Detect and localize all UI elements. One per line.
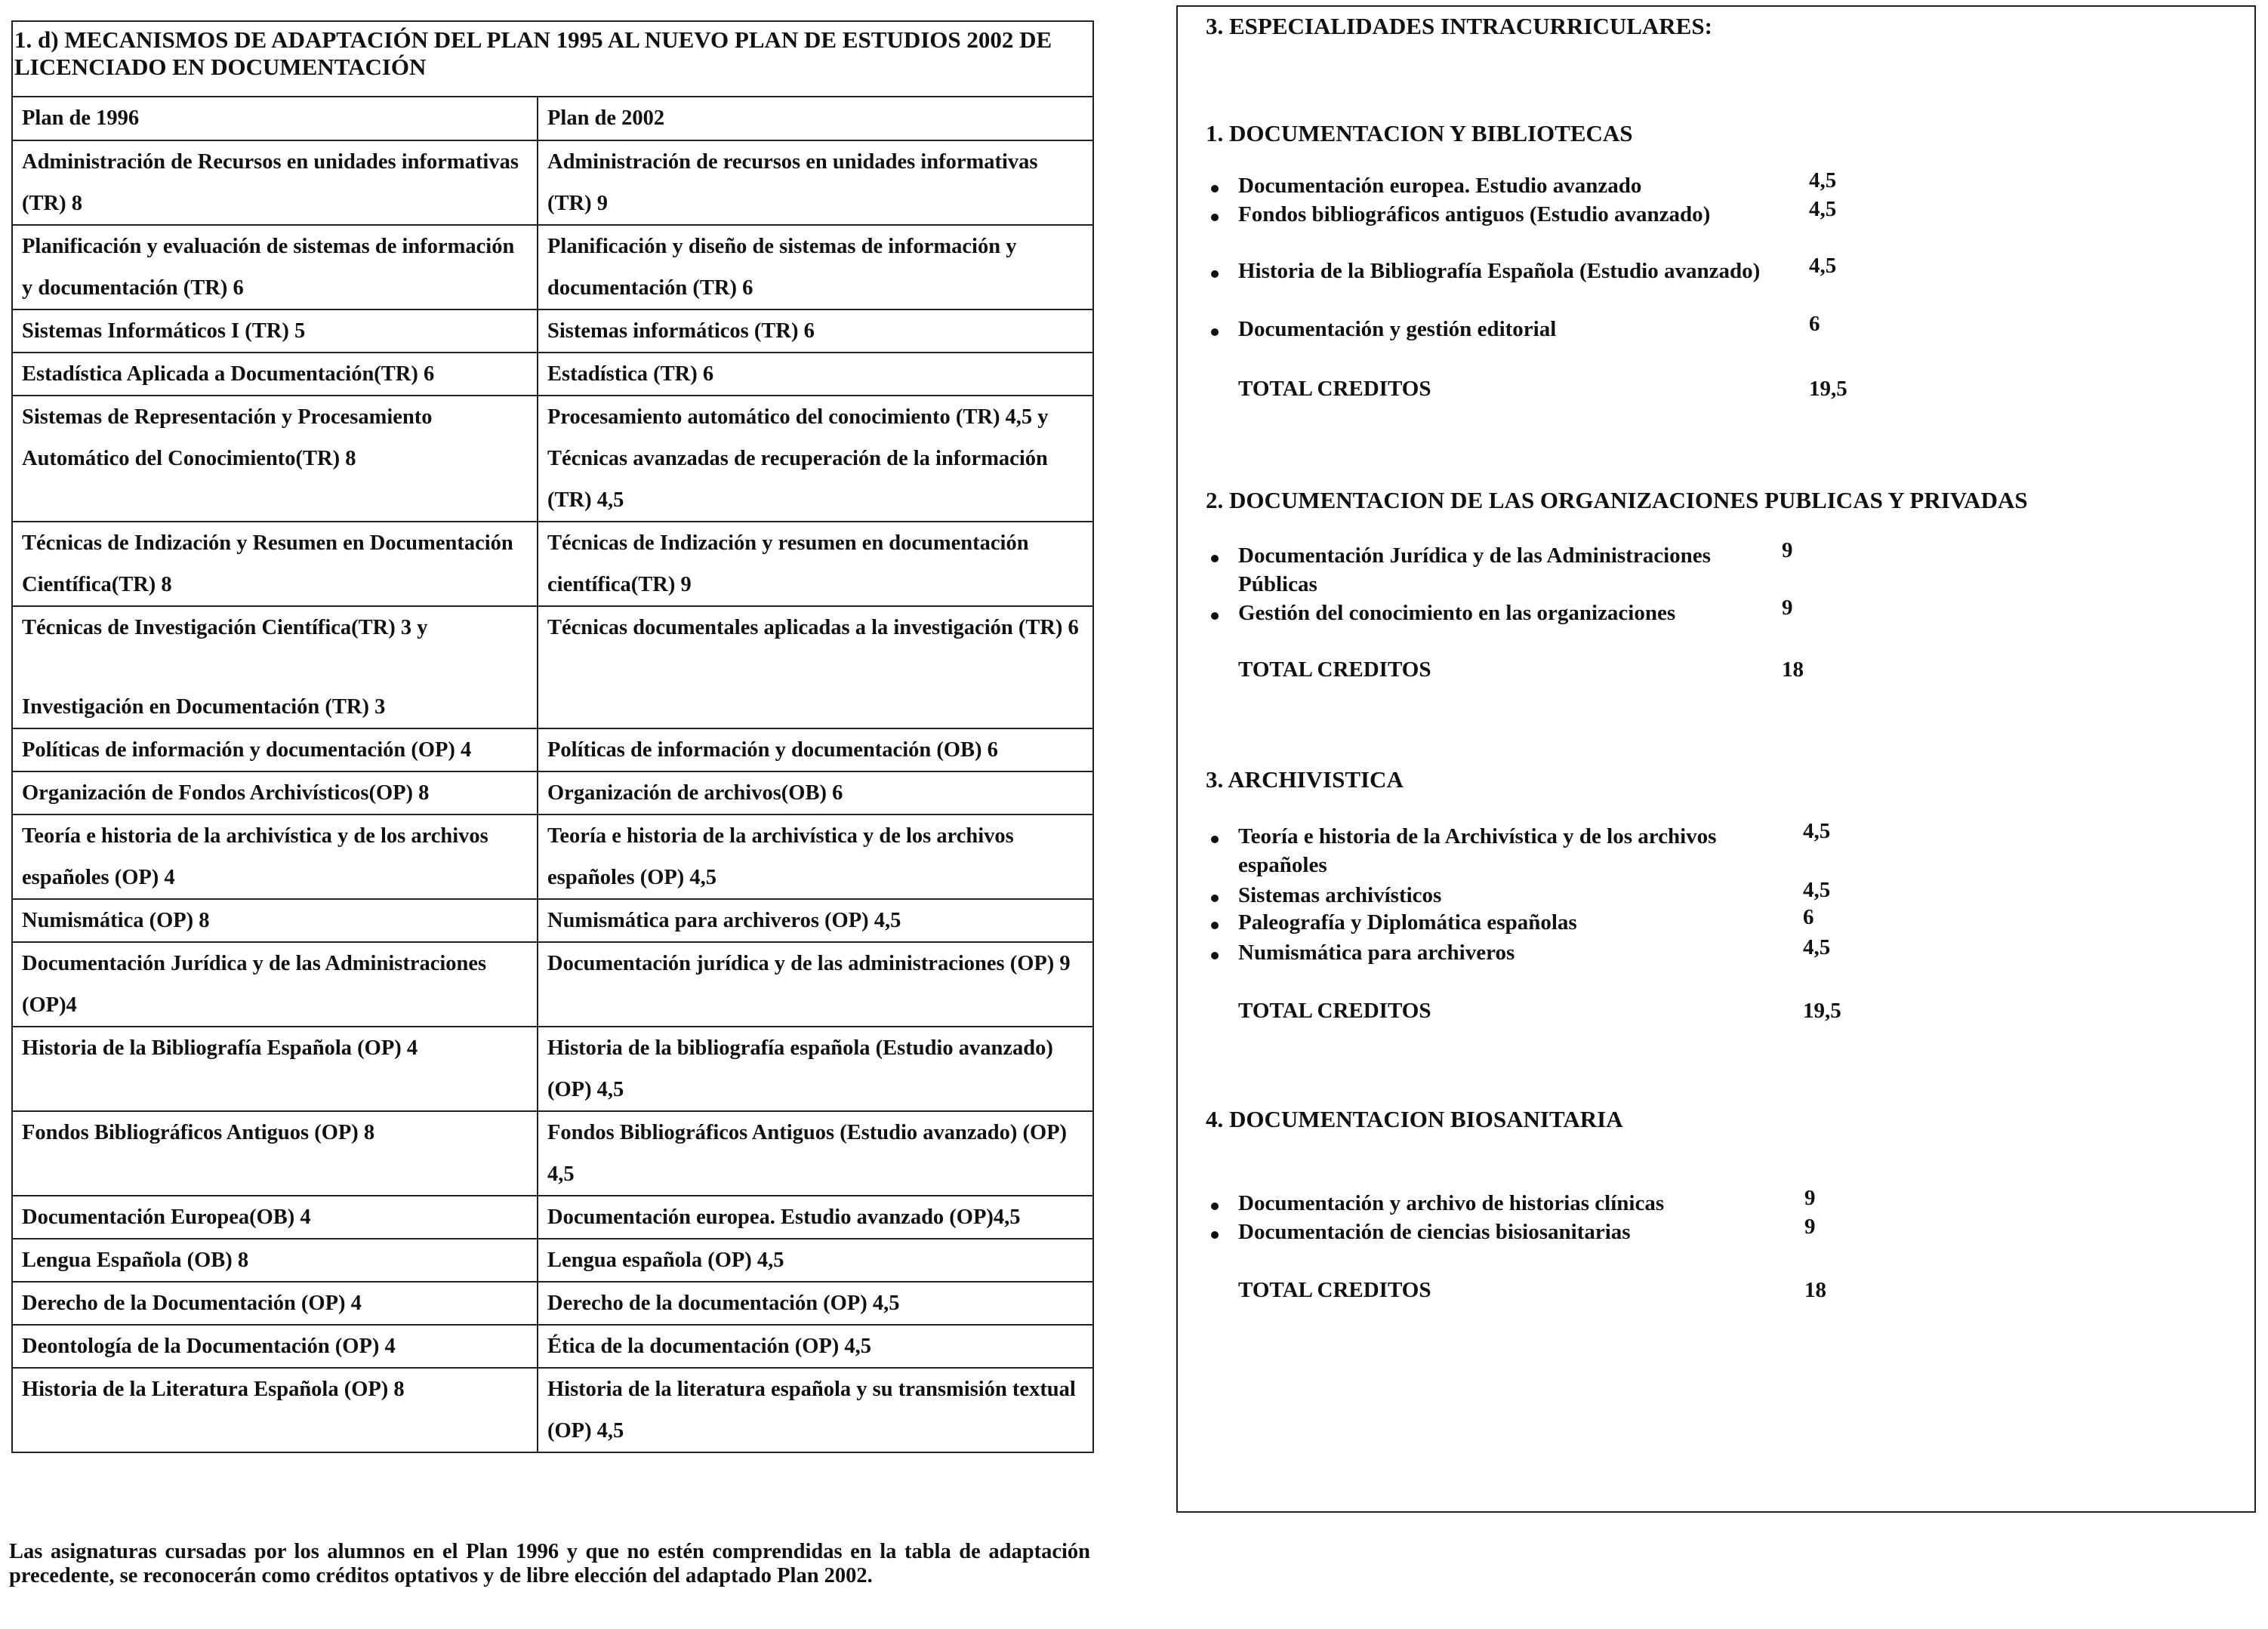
list-item: Paleografía y Diplomática españolas [1238, 910, 1577, 935]
item-credits: 9 [1782, 538, 1793, 562]
bullet-icon [1211, 952, 1219, 959]
cell-text: Administración de recursos en unidades informativas (TR) 9 [547, 150, 1038, 215]
item-credits: 4,5 [1803, 819, 1831, 843]
cell-text: Documentación Europea(OB) 4 [22, 1206, 311, 1229]
cell-text: Documentación europea. Estudio avanzado (OP)4,5 [547, 1206, 1021, 1229]
table-row [12, 1239, 1093, 1282]
bullet-icon [1211, 1203, 1219, 1210]
table-header-row [12, 97, 1093, 140]
cell-plan-1996 [12, 1239, 538, 1282]
cell-text: Sistemas Informáticos I (TR) 5 [22, 319, 306, 343]
cell-plan-2002 [538, 606, 1093, 728]
bullet-icon [1211, 612, 1219, 620]
item-credits: 4,5 [1803, 935, 1831, 959]
table-row [12, 1196, 1093, 1239]
cell-plan-1996 [12, 1111, 538, 1196]
cell-plan-2002 [538, 309, 1093, 353]
cell-plan-2002 [538, 899, 1093, 942]
cell-text: Técnicas documentales aplicadas a la investigación (TR) 6 [547, 616, 1079, 639]
table-row [12, 1282, 1093, 1325]
cell-text: Numismática (OP) 8 [22, 909, 210, 932]
cell-plan-1996 [12, 814, 538, 899]
cell-plan-2002 [538, 140, 1093, 225]
cell-plan-2002 [538, 771, 1093, 814]
adaptation-table [11, 20, 1094, 1453]
list-item: Documentación y gestión editorial [1238, 317, 1557, 341]
table-row [12, 942, 1093, 1027]
cell-text-extra: Técnicas avanzadas de recuperación de la información (TR) 4,5 [547, 447, 1048, 512]
cell-text: Historia de la Bibliografía Española (OP) 4 [22, 1036, 418, 1060]
list-item: Teoría e historia de la Archivística y de los archivos españoles [1238, 824, 1717, 877]
cell-text: Historia de la literatura española y su transmisión textual (OP) 4,5 [547, 1378, 1076, 1443]
cell-plan-2002 [538, 522, 1093, 606]
table-title-row [12, 21, 1093, 97]
cell-plan-1996 [12, 1027, 538, 1111]
cell-spacer [22, 648, 528, 686]
total-credits: 19,5 [1809, 377, 1847, 401]
bullet-icon [1211, 328, 1219, 336]
cell-text: Fondos Bibliográficos Antiguos (Estudio avanzado) (OP) 4,5 [547, 1121, 1068, 1186]
total-label: TOTAL CREDITOS [1238, 999, 1431, 1023]
list-item: Historia de la Bibliografía Española (Estudio avanzado) [1238, 259, 1761, 283]
list-item: Documentación y archivo de historias clínicas [1238, 1191, 1665, 1215]
item-credits: 9 [1804, 1215, 1816, 1239]
table-row [12, 1368, 1093, 1452]
cell-text: Teoría e historia de la archivística y de los archivos españoles (OP) 4,5 [547, 824, 1014, 889]
cell-text: Procesamiento automático del conocimiento (TR) 4,5 y [547, 405, 1049, 429]
table-row [12, 1027, 1093, 1111]
total-label: TOTAL CREDITOS [1238, 1278, 1431, 1302]
section-title: 3. ARCHIVISTICA [1206, 766, 1404, 793]
item-credits: 6 [1803, 905, 1814, 929]
table-title: 1. d) MECANISMOS DE ADAPTACIÓN DEL PLAN 1995 AL NUEVO PLAN DE ESTUDIOS 2002 DE LICENCIADO EN DOCUMENTACIÓN [12, 21, 1093, 97]
cell-plan-1996 [12, 728, 538, 771]
table-row [12, 353, 1093, 396]
item-credits: 9 [1804, 1186, 1816, 1210]
cell-text: Políticas de información y documentación (OP) 4 [22, 738, 472, 762]
cell-text: Historia de la Literatura Española (OP) 8 [22, 1378, 405, 1401]
total-credits: 18 [1804, 1278, 1826, 1302]
table-row [12, 225, 1093, 309]
cell-text: Políticas de información y documentación (OB) 6 [547, 738, 998, 762]
table-row [12, 814, 1093, 899]
cell-text: Sistemas informáticos (TR) 6 [547, 319, 815, 343]
bullet-icon [1211, 185, 1219, 192]
item-credits: 4,5 [1803, 878, 1831, 902]
bullet-icon [1211, 270, 1219, 278]
cell-plan-2002 [538, 1368, 1093, 1452]
cell-plan-1996 [12, 1282, 538, 1325]
list-item: Documentación Jurídica y de las Administraciones Públicas [1238, 544, 1711, 596]
cell-plan-1996 [12, 899, 538, 942]
cell-plan-2002 [538, 1282, 1093, 1325]
cell-text: Planificación y evaluación de sistemas de información y documentación (TR) 6 [22, 235, 515, 300]
table-row [12, 140, 1093, 225]
bullet-icon [1211, 922, 1219, 929]
item-credits: 4,5 [1809, 197, 1837, 221]
cell-text: Sistemas de Representación y Procesamiento Automático del Conocimiento(TR) 8 [22, 405, 433, 470]
total-label: TOTAL CREDITOS [1238, 657, 1431, 682]
cell-text: Documentación Jurídica y de las Administraciones (OP)4 [22, 952, 487, 1017]
table-row [12, 728, 1093, 771]
cell-plan-1996 [12, 1325, 538, 1368]
bullet-icon [1211, 836, 1219, 843]
cell-plan-1996 [12, 140, 538, 225]
total-label: TOTAL CREDITOS [1238, 377, 1431, 401]
cell-text: Estadística Aplicada a Documentación(TR) 6 [22, 362, 435, 386]
cell-text: Derecho de la documentación (OP) 4,5 [547, 1292, 900, 1315]
item-credits: 4,5 [1809, 254, 1837, 278]
cell-plan-2002 [538, 1111, 1093, 1196]
bullet-icon [1211, 1231, 1219, 1239]
list-item: Sistemas archivísticos [1238, 883, 1442, 907]
table-row [12, 396, 1093, 522]
cell-text: Lengua Española (OB) 8 [22, 1249, 249, 1272]
table-row [12, 309, 1093, 353]
cell-plan-2002 [538, 1027, 1093, 1111]
cell-text: Historia de la bibliografía española (Estudio avanzado) (OP) 4,5 [547, 1036, 1053, 1101]
footnote: Las asignaturas cursadas por los alumnos en el Plan 1996 y que no estén comprendidas en la tabla de adaptación precedente, se reconocerán como créditos optativos y de libre elección del adaptado Plan 2002. [9, 1540, 1090, 1587]
cell-plan-1996 [12, 225, 538, 309]
cell-text: Numismática para archiveros (OP) 4,5 [547, 909, 901, 932]
item-credits: 6 [1809, 312, 1820, 336]
list-item: Documentación europea. Estudio avanzado [1238, 174, 1642, 198]
cell-text: Técnicas de Indización y resumen en documentación científica(TR) 9 [547, 531, 1029, 596]
cell-text: Organización de Fondos Archivísticos(OP) 8 [22, 781, 430, 805]
table-row [12, 606, 1093, 728]
list-item: Gestión del conocimiento en las organizaciones [1238, 601, 1676, 625]
cell-plan-2002 [538, 1325, 1093, 1368]
cell-text: Teoría e historia de la archivística y de los archivos españoles (OP) 4 [22, 824, 488, 889]
cell-plan-1996 [12, 396, 538, 522]
total-credits: 18 [1782, 657, 1804, 682]
cell-text-extra: Investigación en Documentación (TR) 3 [22, 695, 386, 719]
cell-plan-2002 [538, 396, 1093, 522]
table-row [12, 522, 1093, 606]
specialties-heading: 3. ESPECIALIDADES INTRACURRICULARES: [1206, 13, 1712, 39]
bullet-icon [1211, 214, 1219, 221]
cell-plan-1996 [12, 522, 538, 606]
cell-plan-1996 [12, 771, 538, 814]
table-row [12, 1325, 1093, 1368]
table-row [12, 771, 1093, 814]
cell-text: Técnicas de Investigación Científica(TR) 3 y [22, 616, 428, 639]
table-row [12, 899, 1093, 942]
cell-plan-1996 [12, 353, 538, 396]
list-item: Fondos bibliográficos antiguos (Estudio avanzado) [1238, 202, 1711, 226]
cell-text: Planificación y diseño de sistemas de información y documentación (TR) 6 [547, 235, 1017, 300]
cell-plan-1996 [12, 1368, 538, 1452]
cell-plan-2002 [538, 814, 1093, 899]
cell-text: Documentación jurídica y de las administraciones (OP) 9 [547, 952, 1071, 975]
col-header-plan-2002: Plan de 2002 [538, 97, 1093, 140]
section-title: 4. DOCUMENTACION BIOSANITARIA [1206, 1106, 1623, 1132]
item-credits: 4,5 [1809, 168, 1837, 192]
bullet-icon [1211, 895, 1219, 902]
cell-text: Derecho de la Documentación (OP) 4 [22, 1292, 362, 1315]
cell-text: Ética de la documentación (OP) 4,5 [547, 1335, 872, 1358]
cell-plan-1996 [12, 1196, 538, 1239]
bullet-icon [1211, 555, 1219, 562]
specialties-panel [1176, 5, 2256, 1513]
cell-text: Administración de Recursos en unidades informativas (TR) 8 [22, 150, 519, 215]
total-credits: 19,5 [1803, 999, 1841, 1023]
list-item: Numismática para archiveros [1238, 941, 1515, 965]
cell-text: Deontología de la Documentación (OP) 4 [22, 1335, 396, 1358]
section-title: 1. DOCUMENTACION Y BIBLIOTECAS [1206, 120, 1633, 146]
cell-plan-1996 [12, 309, 538, 353]
cell-plan-1996 [12, 606, 538, 728]
cell-plan-2002 [538, 353, 1093, 396]
cell-text: Organización de archivos(OB) 6 [547, 781, 843, 805]
item-credits: 9 [1782, 596, 1793, 620]
section-title: 2. DOCUMENTACION DE LAS ORGANIZACIONES PUBLICAS Y PRIVADAS [1206, 487, 2028, 513]
cell-plan-2002 [538, 942, 1093, 1027]
col-header-plan-1996: Plan de 1996 [12, 97, 538, 140]
cell-plan-2002 [538, 1239, 1093, 1282]
table-row [12, 1111, 1093, 1196]
cell-plan-2002 [538, 1196, 1093, 1239]
cell-plan-2002 [538, 728, 1093, 771]
cell-text: Estadística (TR) 6 [547, 362, 714, 386]
cell-plan-1996 [12, 942, 538, 1027]
cell-text: Fondos Bibliográficos Antiguos (OP) 8 [22, 1121, 375, 1144]
cell-text: Técnicas de Indización y Resumen en Documentación Científica(TR) 8 [22, 531, 513, 596]
cell-plan-2002 [538, 225, 1093, 309]
list-item: Documentación de ciencias bisiosanitarias [1238, 1220, 1631, 1244]
cell-text: Lengua española (OP) 4,5 [547, 1249, 784, 1272]
